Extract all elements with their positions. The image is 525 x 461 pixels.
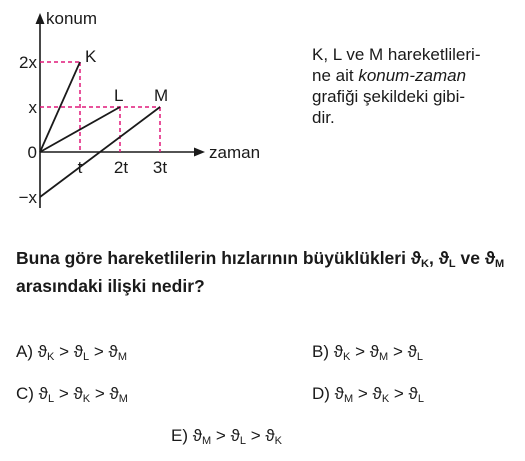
option-b[interactable]: B) $ϑ_K > ϑ_M > ϑ_L$ [312,342,424,363]
desc-line-2: ne ait [312,66,359,85]
question-part-2: ve [455,248,485,268]
y-tick-minus-x: −x [18,188,37,207]
option-e[interactable]: E) $ϑ_M > ϑ_L > ϑ_K$ [171,426,283,447]
desc-line-1: K, L ve M hareketlileri- [312,45,481,64]
option-c-letter: C) [16,384,39,403]
option-b-letter: B) [312,342,334,361]
desc-line-3: grafiği şekildeki gibi- [312,87,466,106]
x-tick-3t: 3t [152,158,168,177]
x-axis-label: zaman [209,143,261,162]
question-part-1: Buna göre hareketlilerin hızlarının büyüklükleri [16,248,411,268]
option-d[interactable]: D) $ϑ_M > ϑ_K > ϑ_L$ [312,384,424,405]
question-text: Buna göre hareketlilerin hızlarının büyüklükleri $ϑ_K$, $ϑ_L$ ve $ϑ_M$ arasındaki ilişki nedir? [16,248,505,296]
y-axis-label: konum [46,9,98,28]
label-l: L [114,86,124,105]
line-k [40,62,80,152]
option-c[interactable]: C) $ϑ_L > ϑ_K > ϑ_M$ [16,384,128,405]
label-m: M [154,86,169,105]
y-tick-0: 0 [27,143,37,162]
velocity-l: $ϑ_L$ [438,248,456,270]
label-k: K [85,47,97,66]
y-tick-2x: 2x [19,53,37,72]
x-axis-arrow [194,148,205,157]
desc-term: konum-zaman [358,66,467,85]
option-e-letter: E) [171,426,193,445]
x-tick-2t: 2t [113,158,129,177]
question-part-3: arasındaki ilişki nedir? [16,276,205,296]
velocity-k: $ϑ_K$ [410,248,429,270]
option-a[interactable]: A) $ϑ_K > ϑ_L > ϑ_M$ [16,342,128,363]
desc-line-4: dir. [312,108,335,127]
position-time-graph [0,0,300,220]
y-tick-x: x [28,98,37,117]
option-d-letter: D) [312,384,335,403]
x-tick-t: t [77,158,83,177]
graph-description [312,44,512,128]
velocity-m: $ϑ_M$ [484,248,505,270]
option-a-letter: A) [16,342,38,361]
y-axis-arrow [36,13,45,24]
